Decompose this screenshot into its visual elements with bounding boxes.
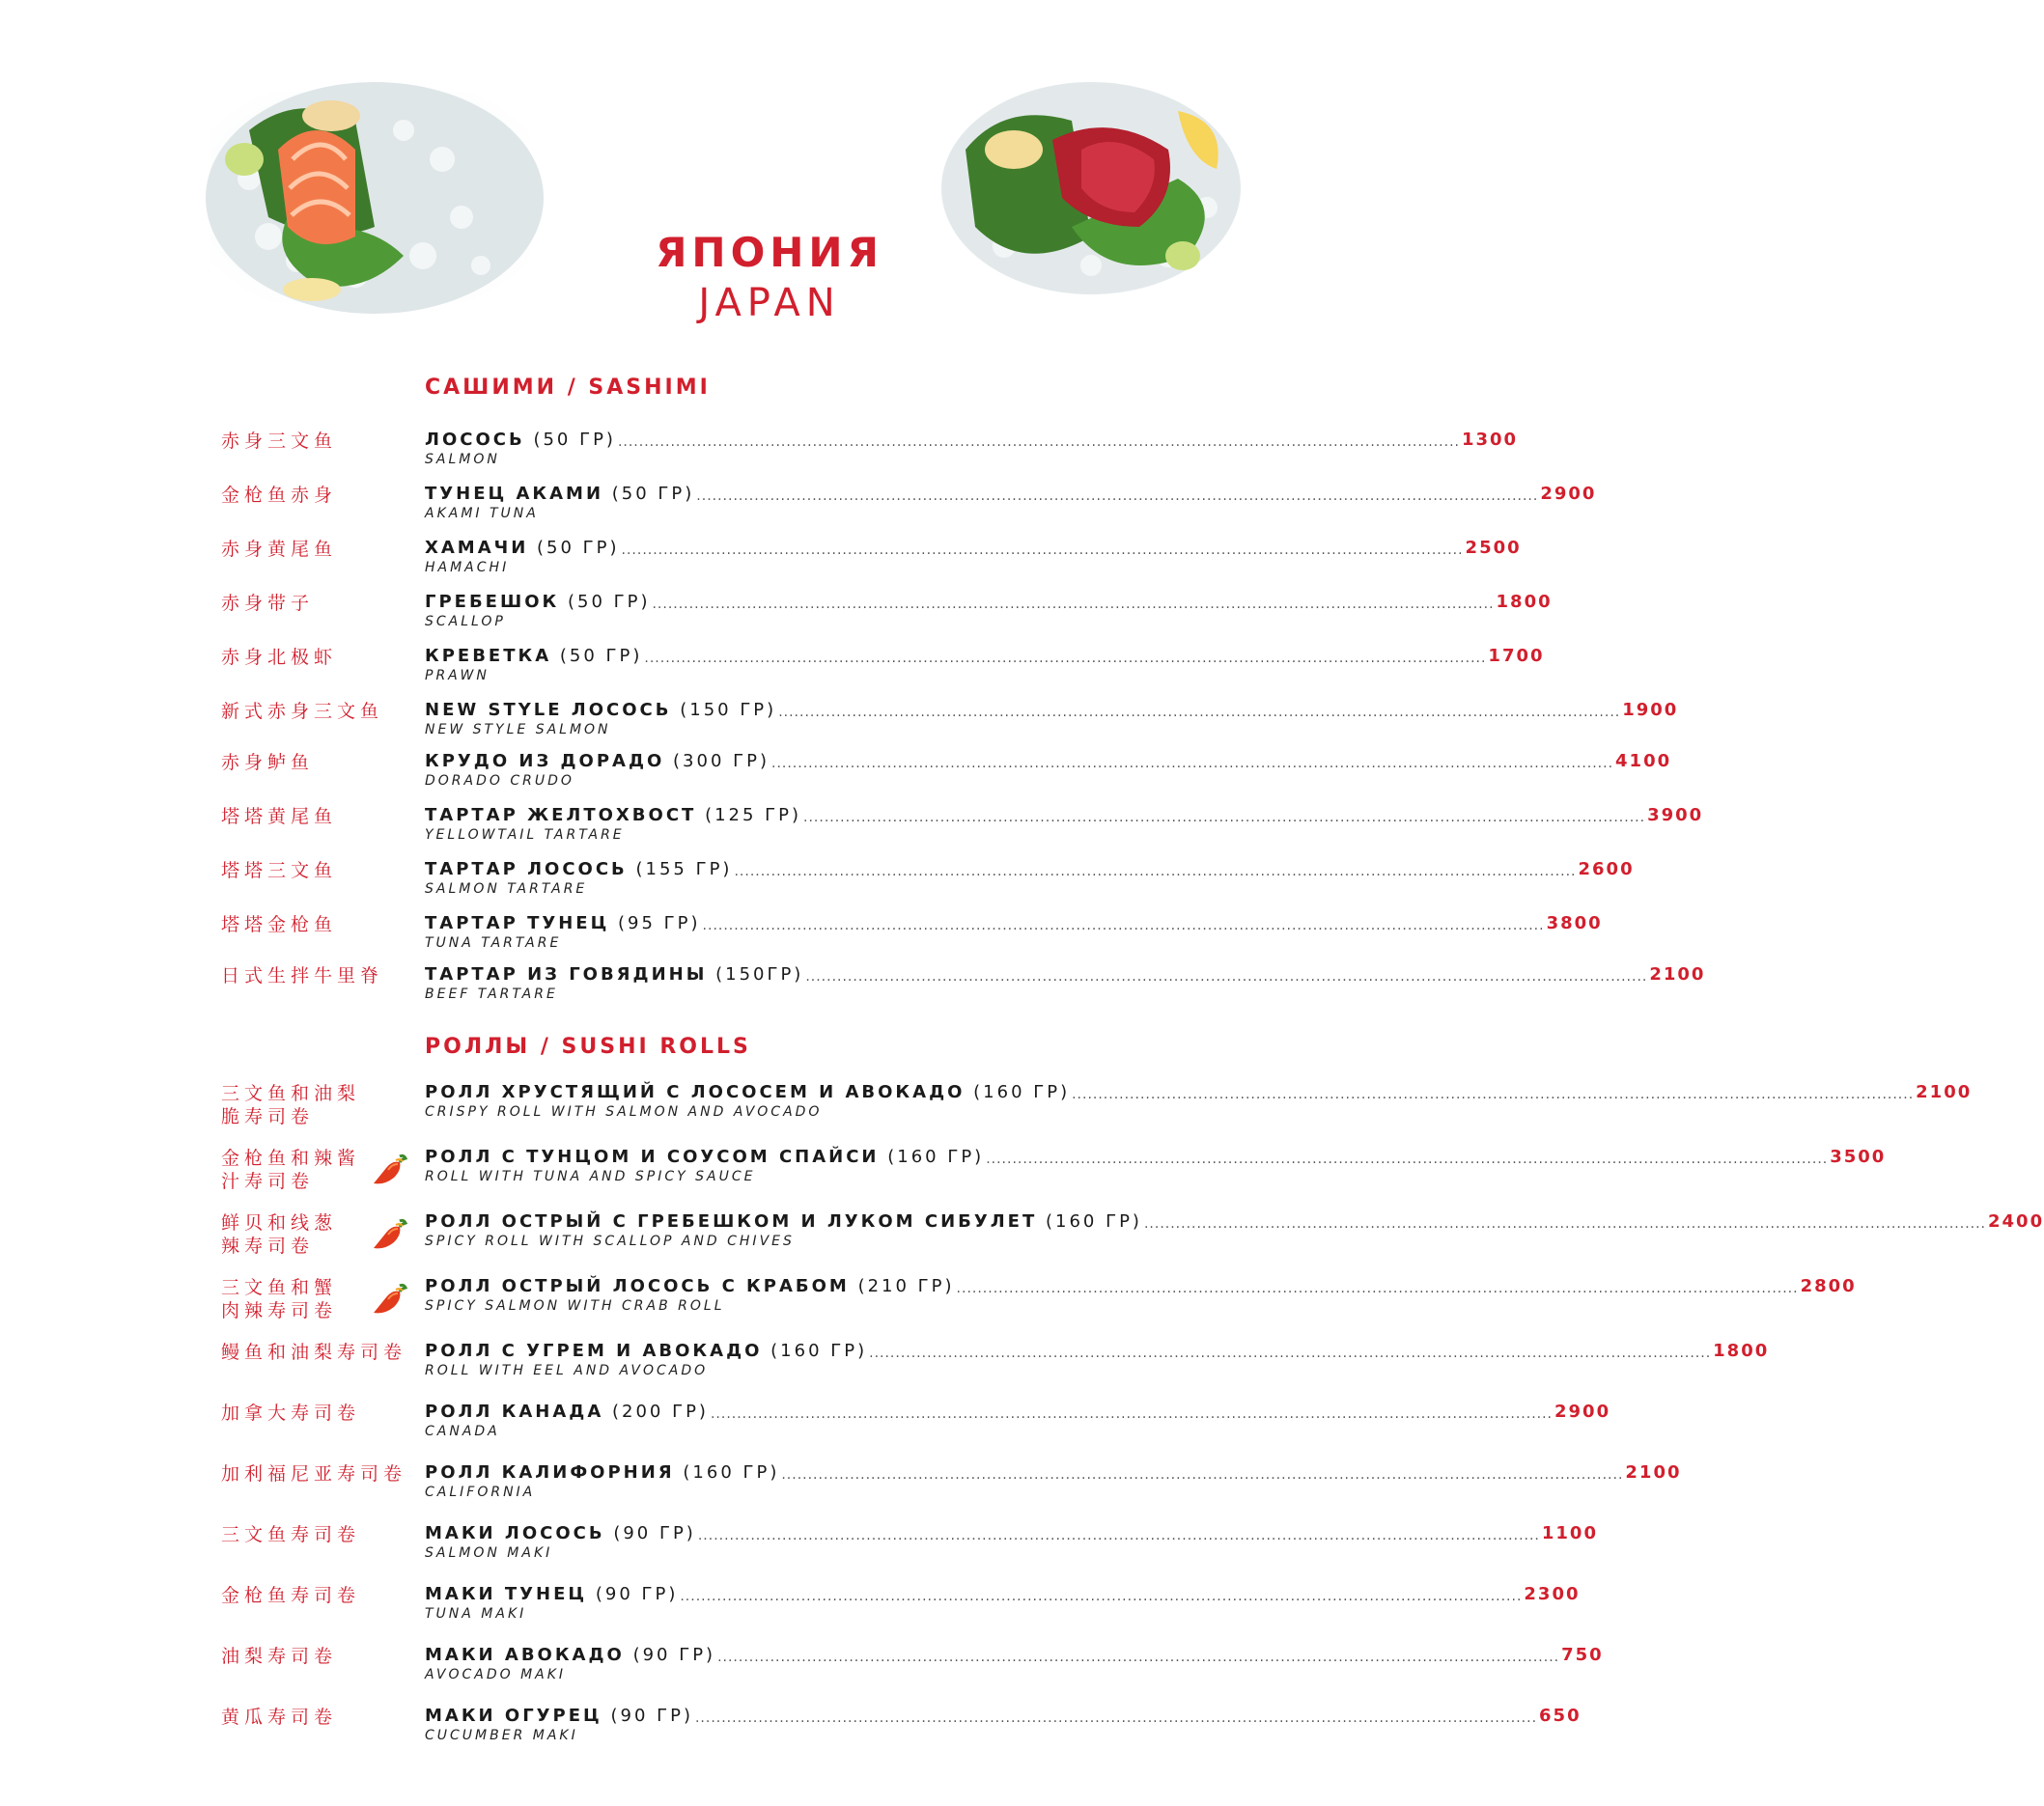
item-cn-name: 塔塔三文鱼 [221,860,338,881]
item-en-name: SPICY SALMON WITH CRAB ROLL [425,1298,725,1314]
item-cn-name: 赤身鲈鱼 [221,752,315,773]
item-name: ГРЕБЕШОК [425,592,560,612]
item-en-name: AVOCADO MAKI [425,1667,567,1682]
item-cn-name: 赤身三文鱼 [221,431,338,452]
item-en-name: SALMON TARTARE [425,881,588,897]
dot-leader: ................................................................................................................................................................ [717,1650,1560,1665]
item-price: 2600 [1578,859,1635,879]
item-en-name: NEW STYLE SALMON [425,722,611,737]
item-en-name: ROLL WITH EEL AND AVOCADO [425,1363,709,1378]
item-en-name: YELLOWTAIL TARTARE [425,827,625,843]
item-price: 4100 [1615,751,1672,771]
item-weight: (200 ГР) [612,1402,709,1422]
item-price: 1100 [1541,1523,1598,1543]
item-en-name: PRAWN [425,668,490,683]
item-cn-name: 赤身黄尾鱼 [221,539,338,560]
item-en-name: CANADA [425,1424,500,1439]
dot-leader: ................................................................................................................................................................ [1143,1216,1986,1232]
section-title-rolls: РОЛЛЫ / SUSHI ROLLS [425,1035,751,1059]
chili-pepper-icon [371,1151,409,1189]
dot-leader: ................................................................................................................................................................ [680,1589,1523,1604]
item-cn-name: 塔塔金枪鱼 [221,914,338,935]
page-title-en: JAPAN [698,281,841,325]
dot-leader: ................................................................................................................................................................ [644,651,1487,666]
item-en-name: DORADO CRUDO [425,773,574,789]
item-name: NEW STYLE ЛОСОСЬ [425,700,672,720]
item-cn-name: 黄瓜寿司卷 [221,1707,338,1728]
item-cn-name: 加利福尼亚寿司卷 [221,1463,407,1485]
item-weight: (50 ГР) [559,646,643,666]
dot-leader: ................................................................................................................................................................ [734,864,1577,879]
item-name: ТАРТАР ЛОСОСЬ [425,859,628,879]
item-weight: (50 ГР) [537,538,620,558]
item-name: РОЛЛ С УГРЕМ И АВОКАДО [425,1341,763,1361]
dot-leader: ................................................................................................................................................................ [696,488,1539,504]
item-weight: (160 ГР) [770,1341,868,1361]
item-weight: (210 ГР) [857,1276,955,1296]
item-price: 3500 [1830,1147,1887,1167]
item-name: МАКИ ТУНЕЦ [425,1584,588,1604]
item-name: РОЛЛ ОСТРЫЙ С ГРЕБЕШКОМ И ЛУКОМ СИБУЛЕТ [425,1211,1038,1232]
item-name: ЛОСОСЬ [425,430,525,450]
item-price: 1900 [1622,700,1679,720]
item-weight: (125 ГР) [705,805,802,825]
item-en-name: SPICY ROLL WITH SCALLOP AND CHIVES [425,1234,795,1249]
item-price: 2100 [1649,964,1706,985]
item-price: 3800 [1546,913,1603,933]
item-en-name: CUCUMBER MAKI [425,1728,578,1743]
item-weight: (50 ГР) [567,592,651,612]
item-weight: (90 ГР) [595,1584,679,1604]
item-weight: (160 ГР) [683,1462,780,1483]
item-en-name: ROLL WITH TUNA AND SPICY SAUCE [425,1169,756,1184]
item-name: РОЛЛ КАЛИФОРНИЯ [425,1462,675,1483]
dot-leader: ................................................................................................................................................................ [869,1346,1712,1361]
item-weight: (95 ГР) [618,913,701,933]
item-weight: (160 ГР) [1046,1211,1142,1232]
section-title-sashimi: САШИМИ / SASHIMI [425,375,711,400]
item-cn-name: 日式生拌牛里脊 [221,965,384,986]
item-price: 2100 [1916,1082,1973,1102]
item-cn-name: 新式赤身三文鱼 [221,701,384,722]
item-price: 2100 [1625,1462,1682,1483]
dot-leader: ................................................................................................................................................................ [803,810,1646,825]
item-en-name: SCALLOP [425,614,506,629]
item-weight: (155 ГР) [635,859,733,879]
dot-leader: ................................................................................................................................................................ [1072,1087,1915,1102]
item-price: 1800 [1713,1341,1770,1361]
item-price: 2900 [1540,484,1597,504]
item-name: МАКИ ЛОСОСЬ [425,1523,605,1543]
item-name: РОЛЛ КАНАДА [425,1402,604,1422]
item-cn-name: 塔塔黄尾鱼 [221,806,338,827]
item-name: МАКИ АВОКАДО [425,1645,625,1665]
item-price: 3900 [1647,805,1704,825]
dot-leader: ................................................................................................................................................................ [617,434,1460,450]
item-price: 1800 [1496,592,1553,612]
chili-pepper-icon [371,1215,409,1254]
item-price: 2500 [1465,538,1522,558]
item-name: РОЛЛ ОСТРЫЙ ЛОСОСЬ С КРАБОМ [425,1276,850,1296]
item-en-name: CRISPY ROLL WITH SALMON AND AVOCADO [425,1104,823,1120]
item-price: 2300 [1524,1584,1581,1604]
dot-leader: ................................................................................................................................................................ [781,1467,1624,1483]
item-en-name: SALMON MAKI [425,1545,553,1561]
dot-leader: ................................................................................................................................................................ [986,1152,1829,1167]
item-weight: (150ГР) [715,964,804,985]
dot-leader: ................................................................................................................................................................ [702,918,1545,933]
item-weight: (150 ГР) [680,700,777,720]
item-price: 750 [1561,1645,1604,1665]
dot-leader: ................................................................................................................................................................ [778,705,1621,720]
item-name: РОЛЛ С ТУНЦОМ И СОУСОМ СПАЙСИ [425,1147,880,1167]
item-name: МАКИ ОГУРЕЦ [425,1706,602,1726]
dot-leader: ................................................................................................................................................................ [805,969,1648,985]
item-cn-name: 金枪鱼和辣酱 汁寿司卷 [221,1148,361,1192]
item-price: 2900 [1554,1402,1611,1422]
item-price: 1300 [1461,430,1519,450]
item-en-name: BEEF TARTARE [425,986,558,1002]
item-cn-name: 加拿大寿司卷 [221,1403,361,1424]
item-price: 650 [1539,1706,1582,1726]
dot-leader: ................................................................................................................................................................ [621,542,1464,558]
dot-leader: ................................................................................................................................................................ [956,1281,1799,1296]
item-weight: (300 ГР) [673,751,770,771]
item-en-name: HAMACHI [425,560,510,575]
item-cn-name: 三文鱼寿司卷 [221,1524,361,1545]
item-weight: (160 ГР) [887,1147,985,1167]
item-en-name: TUNA MAKI [425,1606,527,1622]
item-cn-name: 赤身北极虾 [221,647,338,668]
item-en-name: TUNA TARTARE [425,935,562,951]
dot-leader: ................................................................................................................................................................ [652,597,1495,612]
item-weight: (90 ГР) [610,1706,693,1726]
item-cn-name: 三文鱼和油梨 脆寿司卷 [221,1083,361,1127]
dot-leader: ................................................................................................................................................................ [694,1710,1538,1726]
item-cn-name: 赤身带子 [221,593,315,614]
page-title-ru: ЯПОНИЯ [656,229,883,276]
item-cn-name: 鳗鱼和油梨寿司卷 [221,1342,407,1363]
dot-leader: ................................................................................................................................................................ [697,1528,1540,1543]
item-weight: (50 ГР) [533,430,616,450]
item-en-name: CALIFORNIA [425,1485,536,1500]
item-name: ТАРТАР ЖЕЛТОХВОСТ [425,805,697,825]
item-weight: (90 ГР) [632,1645,716,1665]
item-weight: (50 ГР) [611,484,695,504]
item-cn-name: 鲜贝和线葱 辣寿司卷 [221,1212,338,1257]
item-price: 2800 [1800,1276,1857,1296]
dot-leader: ................................................................................................................................................................ [710,1406,1553,1422]
item-cn-name: 油梨寿司卷 [221,1646,338,1667]
item-weight: (160 ГР) [973,1082,1071,1102]
item-price: 1700 [1488,646,1545,666]
item-name: КРУДО ИЗ ДОРАДО [425,751,665,771]
item-cn-name: 金枪鱼赤身 [221,485,338,506]
item-weight: (90 ГР) [613,1523,696,1543]
dot-leader: ................................................................................................................................................................ [771,756,1614,771]
item-name: КРЕВЕТКА [425,646,552,666]
item-name: ТАРТАР ИЗ ГОВЯДИНЫ [425,964,708,985]
item-en-name: SALMON [425,452,500,467]
item-price: 2400 [1988,1211,2044,1232]
item-name: ТАРТАР ТУНЕЦ [425,913,610,933]
item-en-name: AKAMI TUNA [425,506,539,521]
item-name: ТУНЕЦ АКАМИ [425,484,604,504]
item-cn-name: 三文鱼和蟹 肉辣寿司卷 [221,1277,338,1321]
item-cn-name: 金枪鱼寿司卷 [221,1585,361,1606]
item-name: ХАМАЧИ [425,538,529,558]
chili-pepper-icon [371,1280,409,1319]
item-name: РОЛЛ ХРУСТЯЩИЙ С ЛОСОСЕМ И АВОКАДО [425,1082,966,1102]
